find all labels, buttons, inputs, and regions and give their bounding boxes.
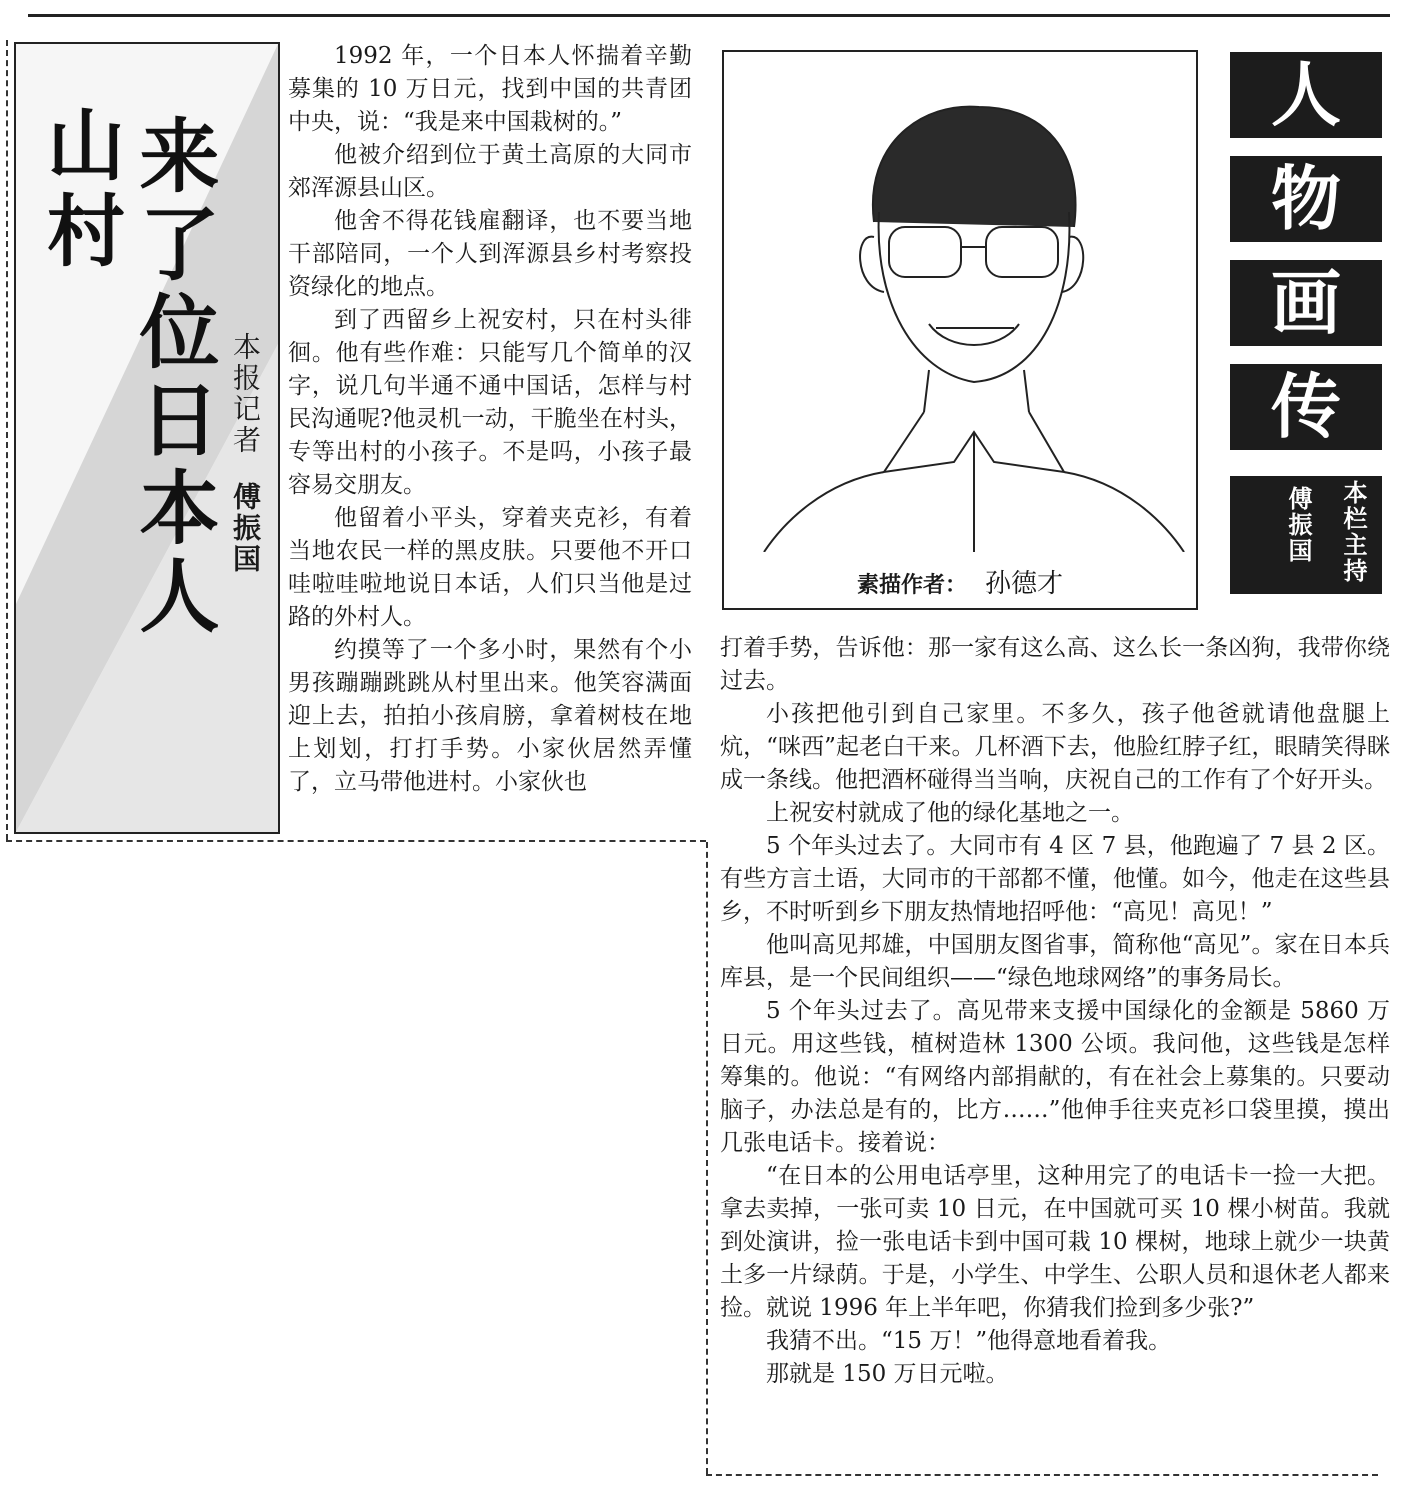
column-title-char-3: 画 xyxy=(1230,260,1382,346)
portrait-sketch-frame xyxy=(722,50,1198,610)
paragraph: 上祝安村就成了他的绿化基地之一。 xyxy=(766,800,1134,826)
column-host-box xyxy=(1230,476,1382,594)
paragraph: 他舍不得花钱雇翻译，也不要当地干部陪同，一个人到浑源县乡村考察投资绿化的地点。 xyxy=(288,208,692,300)
column-title-char-4: 传 xyxy=(1230,364,1382,450)
paragraph: 约摸等了一个多小时，果然有个小男孩蹦蹦跳跳从村里出来。他笑容满面迎上去，拍拍小孩肩膀，拿着树枝在地上划划，打打手势。小家伙居然弄懂了，立马带他进村。小家伙也 xyxy=(288,637,692,795)
headline-box xyxy=(14,42,280,834)
cut-border-bottom-left xyxy=(6,840,706,842)
cut-border-left xyxy=(6,40,8,840)
paragraph: 到了西留乡上祝安村，只在村头徘徊。他有些作难：只能写几个简单的汉字，说几句半通不通中国话，怎样与村民沟通呢?他灵机一动，干脆坐在村头，专等出村的小孩子。不是吗，小孩子最容易交朋友。 xyxy=(288,307,692,498)
paragraph: 5 个年头过去了。大同市有 4 区 7 县，他跑遍了 7 县 2 区。有些方言土语，大同市的干部都不懂，他懂。如今，他走在这些县乡，不时听到乡下朋友热情地招呼他：“高见！高见！” xyxy=(720,833,1390,925)
paragraph: “在日本的公用电话亭里，这种用完了的电话卡一捡一大把。拿去卖掉，一张可卖 10 日元，在中国就可买 10 棵小树苗。我就到处演讲，捡一张电话卡到中国可栽 10 棵树，地球上就少一块黄土多一片绿荫。于是，小学生、中学生、公职人员和退休老人都来捡。就说 1996 年上半年吧，你猜我们捡到多少张?” xyxy=(720,1163,1390,1321)
paragraph: 1992 年，一个日本人怀揣着辛勤募集的 10 万日元，找到中国的共青团中央，说：“我是来中国栽树的。” xyxy=(288,43,692,135)
paragraph: 他叫高见邦雄，中国朋友图省事，简称他“高见”。家在日本兵库县，是一个民间组织——“绿色地球网络”的事务局长。 xyxy=(720,932,1390,991)
paragraph: 我猜不出。“15 万！”他得意地看着我。 xyxy=(766,1328,1172,1354)
cut-border-bottom-right xyxy=(706,1474,1378,1476)
caption-label: 素描作者： xyxy=(856,573,967,598)
byline-name: 傅振国 xyxy=(229,482,262,575)
article-column-right xyxy=(720,632,1390,1391)
byline-role: 本报记者 xyxy=(229,332,262,456)
paragraph: 小孩把他引到自己家里。不多久，孩子他爸就请他盘腿上炕，“咪西”起老白干来。几杯酒下去，他脸红脖子红，眼睛笑得眯成一条线。他把酒杯碰得当当响，庆祝自己的工作有了个好开头。 xyxy=(720,701,1390,793)
caption-author: 孙德才 xyxy=(985,569,1064,599)
paragraph: 那就是 150 万日元啦。 xyxy=(766,1361,1009,1387)
column-host-name: 傅振国 xyxy=(1284,486,1312,564)
portrait-caption xyxy=(724,563,1196,600)
portrait-sketch xyxy=(724,52,1196,552)
headline-line2: 来了位日本人 xyxy=(126,114,220,642)
paragraph: 打着手势，告诉他：那一家有这么高、这么长一条凶狗，我带你绕过去。 xyxy=(720,635,1390,694)
article-column-left xyxy=(288,40,692,799)
paragraph: 5 个年头过去了。高见带来支援中国绿化的金额是 5860 万日元。用这些钱，植树造林 1300 公顷。我问他，这些钱是怎样筹集的。他说：“有网络内部捐献的，有在社会上募集的。只要动脑子，办法总是有的，比方……”他伸手往夹克衫口袋里摸，摸出几张电话卡。接着说： xyxy=(720,998,1390,1156)
column-host-role: 本栏主持 xyxy=(1339,480,1367,584)
column-title-char-1: 人 xyxy=(1230,52,1382,138)
column-title-char-2: 物 xyxy=(1230,156,1382,242)
headline-line1: 山村 xyxy=(34,104,125,276)
paragraph: 他留着小平头，穿着夹克衫，有着当地农民一样的黑皮肤。只要他不开口哇啦哇啦地说日本话，人们只当他是过路的外村人。 xyxy=(288,505,692,630)
top-rule xyxy=(28,14,1390,17)
paragraph: 他被介绍到位于黄土高原的大同市郊浑源县山区。 xyxy=(288,142,692,201)
cut-border-mid xyxy=(706,842,708,1474)
